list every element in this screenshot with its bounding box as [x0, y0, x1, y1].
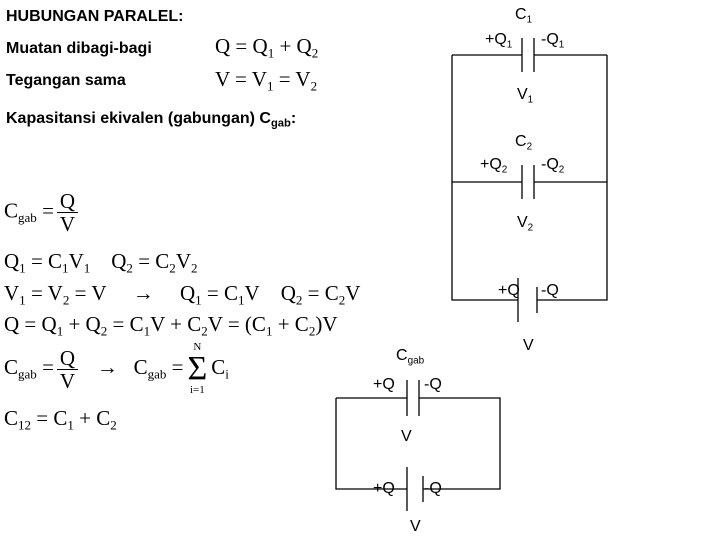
substitution-equations: $V_1 = V_2 = V$ → $Q_1 = C_1V$ $Q_2 = C_2V$	[4, 281, 361, 308]
voltage-label: Tegangan sama	[6, 72, 126, 89]
c2-voltage: $V_2$	[517, 214, 534, 234]
c1-minus-charge: $-Q_1$	[541, 31, 565, 51]
equivalent-circuit	[336, 380, 500, 511]
cgab-voltage: V	[401, 428, 412, 445]
charge-label: Muatan dibagi-bagi	[6, 40, 152, 57]
summation: N Σ i=1	[187, 341, 208, 397]
voltage-equation: $V = V_1 = V_2$	[215, 67, 318, 94]
c1-plus-charge: $+Q_1$	[485, 31, 513, 51]
c12-equation: $C_{12} = C_1 + C_2$	[4, 406, 117, 433]
source-plates	[518, 278, 537, 322]
c1-plates	[522, 38, 534, 72]
cgab-minus-charge: -Q	[424, 376, 442, 393]
total-charge-equation: $Q = Q_1 + Q_2 = C_1V + C_2V = (C_1 + C_2)V$	[4, 312, 338, 339]
c2-plates	[522, 165, 534, 199]
equivalent-source-plates	[407, 467, 423, 511]
charge-equation: $Q = Q_1 + Q_2$	[215, 34, 319, 61]
left-rail-wire	[452, 55, 518, 300]
cgab-name: $C_{gab}$	[396, 347, 425, 367]
equivalent-wires	[336, 398, 500, 489]
right-rail-wire	[537, 55, 607, 300]
page-title: HUBUNGAN PARALEL:	[6, 8, 184, 25]
equivalent-heading: Kapasitansi ekivalen (gabungan) $C_{gab}$:	[6, 110, 297, 130]
source-plus-charge: +Q	[498, 282, 520, 299]
cgab-sum-equation: $C_{gab}$ = $\frac{Q}{V}$ → $C_{gab}$ = N Σ i=1 $C_i$	[4, 341, 229, 397]
equivalent-source-plus: +Q	[373, 480, 395, 497]
c1-name: $C_1$	[515, 6, 533, 26]
source-voltage: V	[523, 337, 534, 354]
source-minus-charge: -Q	[541, 282, 559, 299]
cgab-plus-charge: +Q	[373, 376, 395, 393]
c2-plus-charge: $+Q_2$	[480, 156, 508, 176]
capacitor-charge-equations: $Q_1 = C_1V_1$ $Q_2 = C_2V_2$	[4, 249, 198, 276]
equivalent-source-voltage: V	[410, 518, 421, 535]
c2-minus-charge: $-Q_2$	[541, 156, 565, 176]
parallel-circuit	[452, 38, 607, 322]
equivalent-source-minus: -Q	[424, 480, 442, 497]
cgab-plates	[407, 380, 419, 416]
cgab-definition: $C_{gab}$ = $\frac{Q}{V}$	[4, 190, 81, 235]
c2-name: $C_2$	[515, 133, 533, 153]
c1-voltage: $V_1$	[517, 86, 534, 106]
